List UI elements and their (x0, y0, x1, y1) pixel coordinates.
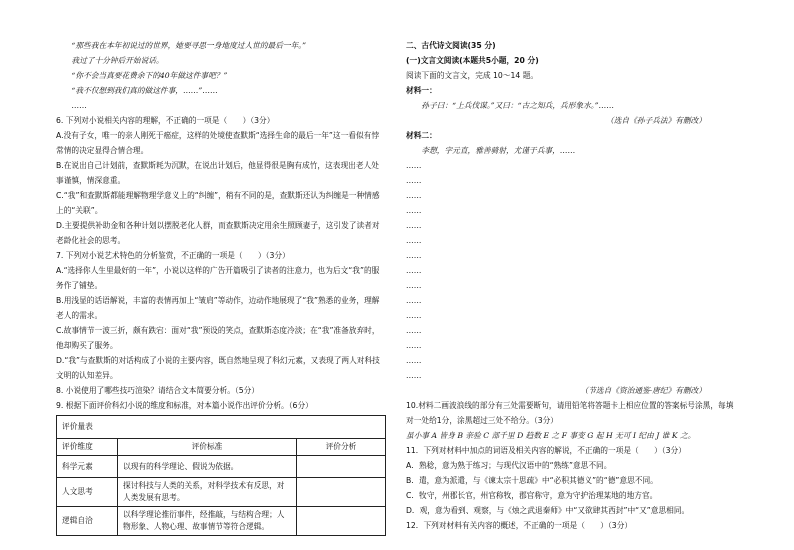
question-11-option-d: D．观，意为看到、观察，与《烛之武退秦师》中“又欲肆其西封”中“又”意思相同。 (406, 506, 690, 515)
table-cell: 以现有的科学理论、假说为依据。 (118, 456, 297, 478)
table-cell (297, 507, 386, 536)
table-header: 评价分析 (297, 439, 386, 456)
material-2-line: …… (406, 236, 422, 245)
material-2-line: …… (406, 341, 422, 350)
question-8: 8. 小说使用了哪些技巧渲染？请结合文本简要分析。（5分） (56, 386, 260, 395)
story-line-5: …… (71, 101, 87, 110)
question-7: 7. 下列对小说艺术特色的分析鉴赏，不正确的一项是（ ）（3分） (56, 251, 290, 260)
question-6-option-b: B.在说出自己计划前，查默斯耗为沉默，在说出计划后，他显得很是胸有成竹，这表现出老人处事谨慎，情深意重。 (56, 161, 379, 185)
question-11-option-a: A．熟稔，意为熟于练习；与现代汉语中的“熟练”意思不同。 (406, 461, 612, 470)
material-2-line: …… (406, 176, 422, 185)
material-2-line: …… (406, 161, 422, 170)
material-2-source: （节选自《资治通鉴·唐纪》有删改） (580, 386, 706, 395)
material-2-line: …… (406, 191, 422, 200)
table-caption: 评价量表 (57, 416, 386, 439)
table-cell (297, 478, 386, 507)
question-6-option-a: A.没有子女，唯一的亲人刚死于癌症，这样的处境使查默斯“选择生命的最后一年”这一看似有悖常情的决定显得合情合理。 (56, 131, 380, 155)
question-7-option-d: D.“我”与查默斯的对话构成了小说的主要内容，既自然地呈现了科幻元素，又表现了两人对科技文明的认知差异。 (56, 356, 380, 380)
reading-intro: 阅读下面的文言文，完成 10～14 题。 (406, 71, 539, 80)
material-1-text: 孙子曰：“上兵伐谋。”又曰：“古之知兵，兵形象水。”…… (421, 101, 614, 110)
question-7-option-b: B.用浅显的话语解说，丰富的表情再加上“皱肩”等动作，边动作地展现了“我”熟悉的业务，理解老人的需求。 (56, 296, 380, 320)
material-2-label: 材料二： (406, 131, 437, 140)
material-1-source: （选自《孙子兵法》有删改） (606, 116, 706, 125)
table-header: 评价标准 (118, 439, 297, 456)
story-line-1: “那些我在本年初说过的世界，她要寻思一身地度过人世的最后一年。” (71, 41, 307, 50)
material-2-line: …… (406, 296, 422, 305)
question-11-option-b: B．遣，意为派遣，与《谏太宗十思疏》中“必积其德义”的“德”意思不同。 (406, 476, 658, 485)
material-1-label: 材料一： (406, 86, 437, 95)
material-2-line: …… (406, 266, 422, 275)
story-line-3: “你不会当真要花费余下的40年做这件事吧？” (71, 71, 228, 80)
material-2-line: …… (406, 326, 422, 335)
evaluation-table (56, 415, 386, 536)
question-11-option-c: C．牧守，州郡长官，州官称牧，郡官称守，意为守护治理某地的地方官。 (406, 491, 658, 500)
material-2-line: 李愬，字元直，雅善骑射，尤谨于兵事，…… (421, 146, 576, 155)
left-column (56, 38, 386, 536)
question-10: 10.材料二画波浪线的部分有三处需要断句，请用铅笔将答题卡上相应位置的答案标号涂黑，每填对一处给1分，涂黑超过三处不给分。（3分） (406, 401, 734, 425)
question-6-option-c: C.“我”和查默斯都能理解物理学意义上的“纠缠”，稍有不同的是，查默斯还认为纠缠是一种情感上的“关联”。 (56, 191, 380, 215)
right-column (406, 38, 736, 533)
question-12: 12．下列对材料有关内容的概述，不正确的一项是（ ）（3分） (406, 521, 633, 530)
story-line-2: 我过了十分钟后开始说话。 (71, 56, 164, 65)
material-2-body (406, 143, 736, 383)
table-cell: 探讨科技与人类的关系，对科学技术有反思，对人类发展有思考。 (118, 478, 297, 507)
question-10-sentence: 虽小事 A 皆身 B 亲验 C 部千里 D 趋数 E 之 F 事变 G 起 H 无可 I 纪由 J 谁 K 之。 (406, 431, 696, 440)
table-cell: 科学元素 (57, 456, 118, 478)
material-2-line: …… (406, 311, 422, 320)
material-2-line: …… (406, 206, 422, 215)
story-line-4: “我不仅想到我们真的做这件事，……”…… (71, 86, 218, 95)
question-6: 6. 下列对小说相关内容的理解，不正确的一项是（ ）（3分） (56, 116, 275, 125)
material-2-line: …… (406, 221, 422, 230)
table-header: 评价维度 (57, 439, 118, 456)
material-2-line: …… (406, 281, 422, 290)
material-2-line: …… (406, 251, 422, 260)
question-9: 9. 根据下面评价科幻小说的维度和标准，对本篇小说作出评价分析。（6分） (56, 401, 313, 410)
table-cell: 逻辑自洽 (57, 507, 118, 536)
table-cell (297, 456, 386, 478)
table-cell: 以科学理论推衍事件，经推敲，与结构合理；人物形象、人物心理、故事情节等符合逻辑。 (118, 507, 297, 536)
material-2-line: …… (406, 356, 422, 365)
section-title: 二、古代诗文阅读(35 分) (406, 41, 496, 50)
material-2-line: …… (406, 371, 422, 380)
question-6-option-d: D.主要提供补助金和各种计划以摆脱老化人群，而查默斯决定用余生照顾妻子，这引发了读者对老龄化社会的思考。 (56, 221, 380, 245)
question-7-option-a: A.“选择你人生里最好的一年”，小说以这样的广告开篇吸引了读者的注意力，也为后文“我”的服务作了铺垫。 (56, 266, 380, 290)
question-7-option-c: C.故事情节一波三折，颇有跌宕：面对“我”预设的笑点，查默斯态度冷淡；在“我”准备放弃时，他却购买了服务。 (56, 326, 380, 350)
subsection-title: (一)文言文阅读(本题共5小题，20 分) (406, 56, 539, 65)
question-11: 11．下列对材料中加点的词语及相关内容的解说，不正确的一项是（ ）（3分） (406, 446, 686, 455)
table-cell: 人文思考 (57, 478, 118, 507)
